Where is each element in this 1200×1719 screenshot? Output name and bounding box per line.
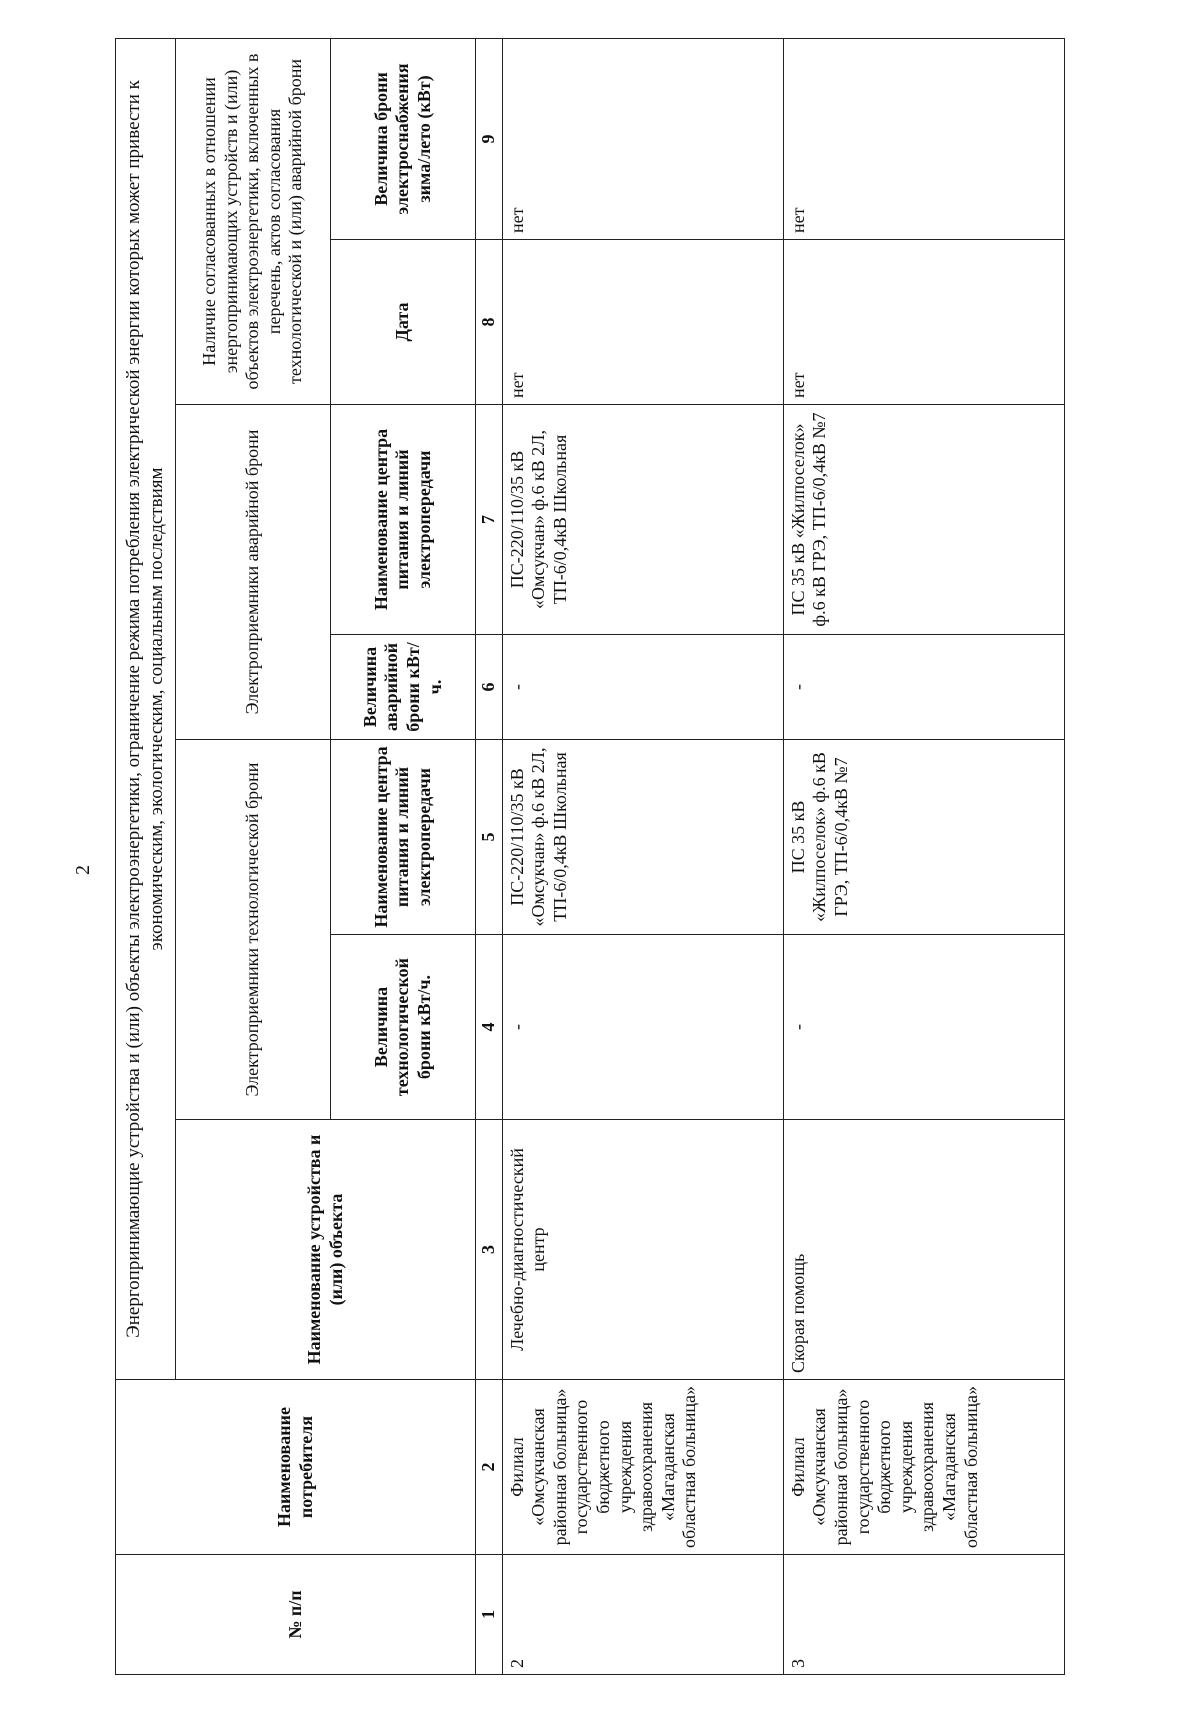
- tech-value: -: [502, 935, 783, 1120]
- header-number: № п/п: [116, 1555, 476, 1675]
- consumer-name: Филиал «Омсукчанская районная больница» государственного бюджетного учреждения здравоохранения «Магаданская областная больница»: [783, 1380, 1064, 1555]
- agreement-date: нет: [783, 240, 1064, 405]
- column-number: 3: [476, 1120, 503, 1380]
- tech-value: -: [783, 935, 1064, 1120]
- row-number: 2: [502, 1555, 783, 1675]
- header-consumer: Наименование потребителя: [116, 1380, 476, 1555]
- emer-value: -: [502, 635, 783, 740]
- column-number: 9: [476, 38, 503, 239]
- header-tech-source: Наименование центра питания и линий электропередачи: [331, 740, 476, 935]
- column-number: 5: [476, 740, 503, 935]
- header-tech-group: Электроприемники технологической брони: [176, 740, 331, 1120]
- header-object: Наименование устройства и (или) объекта: [176, 1120, 476, 1380]
- header-emer-value: Величина аварийной брони кВт/ч.: [331, 635, 476, 740]
- emer-source: ПС-220/110/35 кВ «Омсукчан» ф.6 кВ 2Л, ТП-6/0,4кВ Школьная: [502, 405, 783, 635]
- header-tech-value: Величина технологической брони кВт/ч.: [331, 935, 476, 1120]
- header-emer-group: Электроприемники аварийной брони: [176, 405, 331, 740]
- column-number: 2: [476, 1380, 503, 1555]
- column-number: 6: [476, 635, 503, 740]
- consumer-name: Филиал «Омсукчанская районная больница» государственного бюджетного учреждения здравоохранения «Магаданская областная больница»: [502, 1380, 783, 1555]
- column-number: 1: [476, 1555, 503, 1675]
- column-number: 7: [476, 405, 503, 635]
- tech-source: ПС-220/110/35 кВ «Омсукчан» ф.6 кВ 2Л, ТП-6/0,4кВ Школьная: [502, 740, 783, 935]
- header-reserve: Величина брони электроснабжения зима/лето (кВт): [331, 38, 476, 239]
- emer-value: -: [783, 635, 1064, 740]
- agreement-date: нет: [502, 240, 783, 405]
- page-number: 2: [72, 865, 94, 875]
- tech-source: ПС 35 кВ «Жилпоселок» ф.6 кВ ГРЭ, ТП-6/0,4кВ №7: [783, 740, 1064, 935]
- emer-source: ПС 35 кВ «Жилпоселок» ф.6 кВ ГРЭ, ТП-6/0,4кВ №7: [783, 405, 1064, 635]
- power-consumers-table: [115, 38, 1065, 1675]
- table-row: [502, 38, 783, 1674]
- column-number: 4: [476, 935, 503, 1120]
- object-name: Лечебно-диагностический центр: [502, 1120, 783, 1380]
- column-number: 8: [476, 240, 503, 405]
- row-number: 3: [783, 1555, 1064, 1675]
- header-date: Дата: [331, 240, 476, 405]
- reserve-value: нет: [502, 38, 783, 239]
- rotated-sheet: [115, 39, 1065, 1675]
- table-row: [783, 38, 1064, 1674]
- object-name: Скорая помощь: [783, 1120, 1064, 1380]
- header-emer-source: Наименование центра питания и линий электропередачи: [331, 405, 476, 635]
- reserve-value: нет: [783, 38, 1064, 239]
- header-agree-group: Наличие согласованных в отношении энергопринимающих устройств и (или) объектов электроэнергетики, включенных в перечень, актов согласования технологической и (или) аварийной брони: [176, 38, 331, 404]
- table-title: Энергопринимающие устройства и (или) объекты электроэнергетики, ограничение режима потребления электрической энергии которых может привести к экономическим, экологическим, социальным последствиям: [116, 38, 176, 1379]
